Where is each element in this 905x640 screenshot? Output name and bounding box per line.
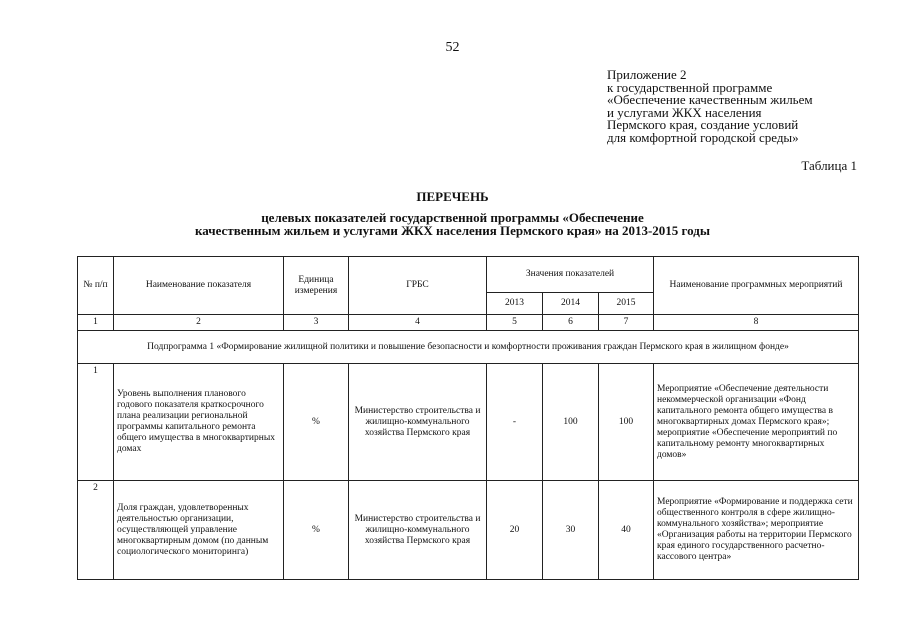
appendix-note	[607, 69, 813, 144]
column-number: 4	[349, 315, 487, 331]
column-number: 7	[599, 315, 654, 331]
column-number: 1	[78, 315, 114, 331]
appendix-line: Пермского края, создание условий	[607, 117, 799, 132]
table-row	[78, 364, 859, 481]
subtitle-line-1: целевых показателей государственной программы «Обеспечение	[261, 210, 644, 225]
document-title: ПЕРЕЧЕНЬ	[416, 189, 489, 204]
column-number: 3	[284, 315, 349, 331]
row-unit: %	[284, 481, 349, 580]
row-value-2014: 30	[543, 481, 599, 580]
row-grbs: Министерство строительства и жилищно-коммунального хозяйства Пермского края	[349, 481, 487, 580]
appendix-line: и услугами ЖКХ населения	[607, 104, 762, 120]
header-values-group: Значения показателей	[487, 257, 654, 293]
row-activities: Мероприятие «Формирование и поддержка сети общественного контроля в сфере жилищно-коммунального хозяйства»; мероприятие «Организация работы на территории Пермского края единого государственного расчетно-кассового центра»	[654, 481, 859, 580]
row-unit: %	[284, 364, 349, 481]
column-number: 6	[543, 315, 599, 331]
header-year-2015: 2015	[599, 293, 654, 315]
header-grbs: ГРБС	[349, 257, 487, 315]
appendix-line: для комфортной городской среды»	[607, 129, 799, 145]
indicators-table	[77, 256, 859, 580]
document-subtitle	[0, 211, 905, 237]
row-num: 2	[78, 481, 114, 580]
subprogram-row	[78, 331, 859, 364]
row-value-2013: -	[487, 364, 543, 481]
header-year-2014: 2014	[543, 293, 599, 315]
row-indicator: Уровень выполнения планового годового показателя краткосрочного плана реализации региональной программы капитального ремонта общего имущества в многоквартирных домах	[114, 364, 284, 481]
column-number: 2	[114, 315, 284, 331]
row-value-2014: 100	[543, 364, 599, 481]
subtitle-line-2: качественным жильем и услугами ЖКХ населения Пермского края» на 2013-2015 годы	[195, 223, 710, 238]
row-value-2015: 40	[599, 481, 654, 580]
subprogram-title: Подпрограмма 1 «Формирование жилищной политики и повышение безопасности и комфортности проживания граждан Пермского края в жилищном фонде»	[78, 331, 859, 364]
appendix-line: Приложение 2	[607, 67, 687, 82]
row-indicator: Доля граждан, удовлетворенных деятельностью организации, осуществляющей управление многоквартирным домом (по данным социологического мониторинга)	[114, 481, 284, 580]
row-value-2015: 100	[599, 364, 654, 481]
row-grbs: Министерство строительства и жилищно-коммунального хозяйства Пермского края	[349, 364, 487, 481]
column-number: 5	[487, 315, 543, 331]
table-row	[78, 481, 859, 580]
header-row	[78, 257, 859, 293]
appendix-line: к государственной программе	[607, 79, 773, 95]
row-activities: Мероприятие «Обеспечение деятельности некоммерческой организации «Фонд капитального ремонта общего имущества в многоквартирных домах Пермского края»; мероприятие «Обеспечение мероприятий по капитальному ремонту многоквартирных домов»	[654, 364, 859, 481]
header-indicator: Наименование показателя	[114, 257, 284, 315]
table-label: Таблица 1	[801, 158, 857, 173]
header-num: № п/п	[78, 257, 114, 315]
column-number-row	[78, 315, 859, 331]
header-activities: Наименование программных мероприятий	[654, 257, 859, 315]
appendix-line: «Обеспечение качественным жильем	[607, 92, 813, 107]
row-value-2013: 20	[487, 481, 543, 580]
page-number: 52	[445, 40, 460, 55]
header-year-2013: 2013	[487, 293, 543, 315]
header-unit: Единица измерения	[284, 257, 349, 315]
column-number: 8	[654, 315, 859, 331]
row-num: 1	[78, 364, 114, 481]
